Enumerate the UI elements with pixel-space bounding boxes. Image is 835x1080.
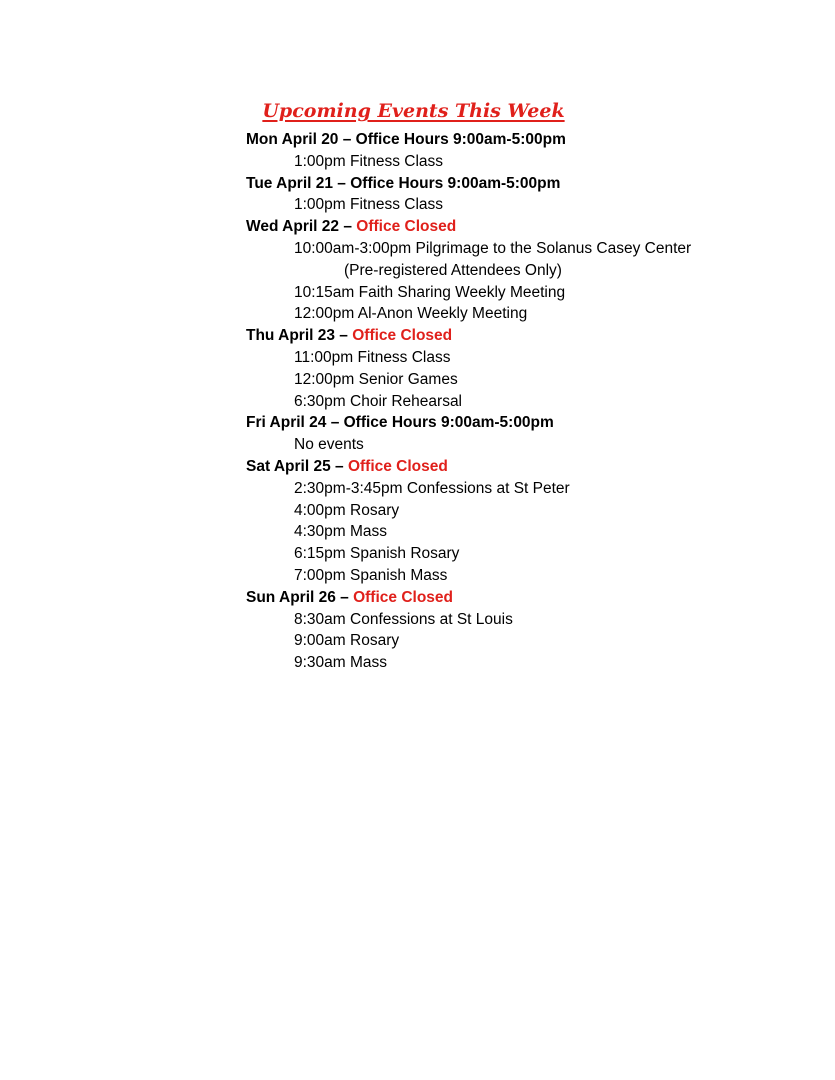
event-item: 10:15am Faith Sharing Weekly Meeting xyxy=(294,283,566,301)
office-closed-status: Office Closed xyxy=(353,588,454,606)
day-monday xyxy=(246,129,806,173)
office-closed-status: Office Closed xyxy=(347,457,448,475)
office-status: Office Hours 9:00am-5:00pm xyxy=(343,414,554,432)
day-heading xyxy=(246,587,806,609)
event-note: (Pre-registered Attendees Only) xyxy=(344,261,562,279)
event-item: 4:30pm Mass xyxy=(294,523,388,541)
day-saturday xyxy=(246,456,806,587)
day-heading xyxy=(246,325,806,347)
event-item: 9:00am Rosary xyxy=(294,632,400,650)
day-label: Sat April 25 – xyxy=(246,457,348,475)
event-item: 7:00pm Spanish Mass xyxy=(294,566,448,584)
event-item: 1:00pm Fitness Class xyxy=(294,152,444,170)
event-item: No events xyxy=(294,436,364,454)
day-heading xyxy=(246,129,806,151)
day-tuesday xyxy=(246,173,806,217)
day-label: Mon April 20 – xyxy=(246,131,356,148)
office-closed-status: Office Closed xyxy=(352,327,453,345)
event-item: 4:00pm Rosary xyxy=(294,501,400,519)
day-label: Thu April 23 – xyxy=(246,327,353,345)
day-heading xyxy=(246,173,806,195)
day-wednesday xyxy=(246,216,806,325)
event-item: 11:00pm Fitness Class xyxy=(294,348,451,366)
page-title: Upcoming Events This Week xyxy=(262,100,565,122)
day-label: Sun April 26 – xyxy=(246,588,354,606)
day-sunday xyxy=(246,587,806,674)
office-status: Office Hours 9:00am-5:00pm xyxy=(350,174,561,192)
day-heading xyxy=(246,216,806,238)
event-item: 12:00pm Senior Games xyxy=(294,370,458,388)
event-item: 6:30pm Choir Rehearsal xyxy=(294,392,463,410)
office-closed-status: Office Closed xyxy=(356,218,457,236)
office-status: Office Hours 9:00am-5:00pm xyxy=(355,131,566,148)
event-item: 12:00pm Al-Anon Weekly Meeting xyxy=(294,305,528,323)
event-item: 9:30am Mass xyxy=(294,654,388,672)
day-heading xyxy=(246,412,806,434)
event-item: 6:15pm Spanish Rosary xyxy=(294,545,460,563)
event-item: 2:30pm-3:45pm Confessions at St Peter xyxy=(294,479,570,497)
day-label: Fri April 24 – xyxy=(246,414,344,432)
event-item: 10:00am-3:00pm Pilgrimage to the Solanus Casey Center xyxy=(294,239,692,257)
weekly-schedule xyxy=(246,129,806,674)
event-item: 1:00pm Fitness Class xyxy=(294,196,444,214)
day-label: Tue April 21 – xyxy=(246,174,351,192)
day-thursday xyxy=(246,325,806,412)
event-item: 8:30am Confessions at St Louis xyxy=(294,610,513,628)
day-heading xyxy=(246,456,806,478)
day-friday xyxy=(246,412,806,456)
day-label: Wed April 22 – xyxy=(246,218,357,236)
